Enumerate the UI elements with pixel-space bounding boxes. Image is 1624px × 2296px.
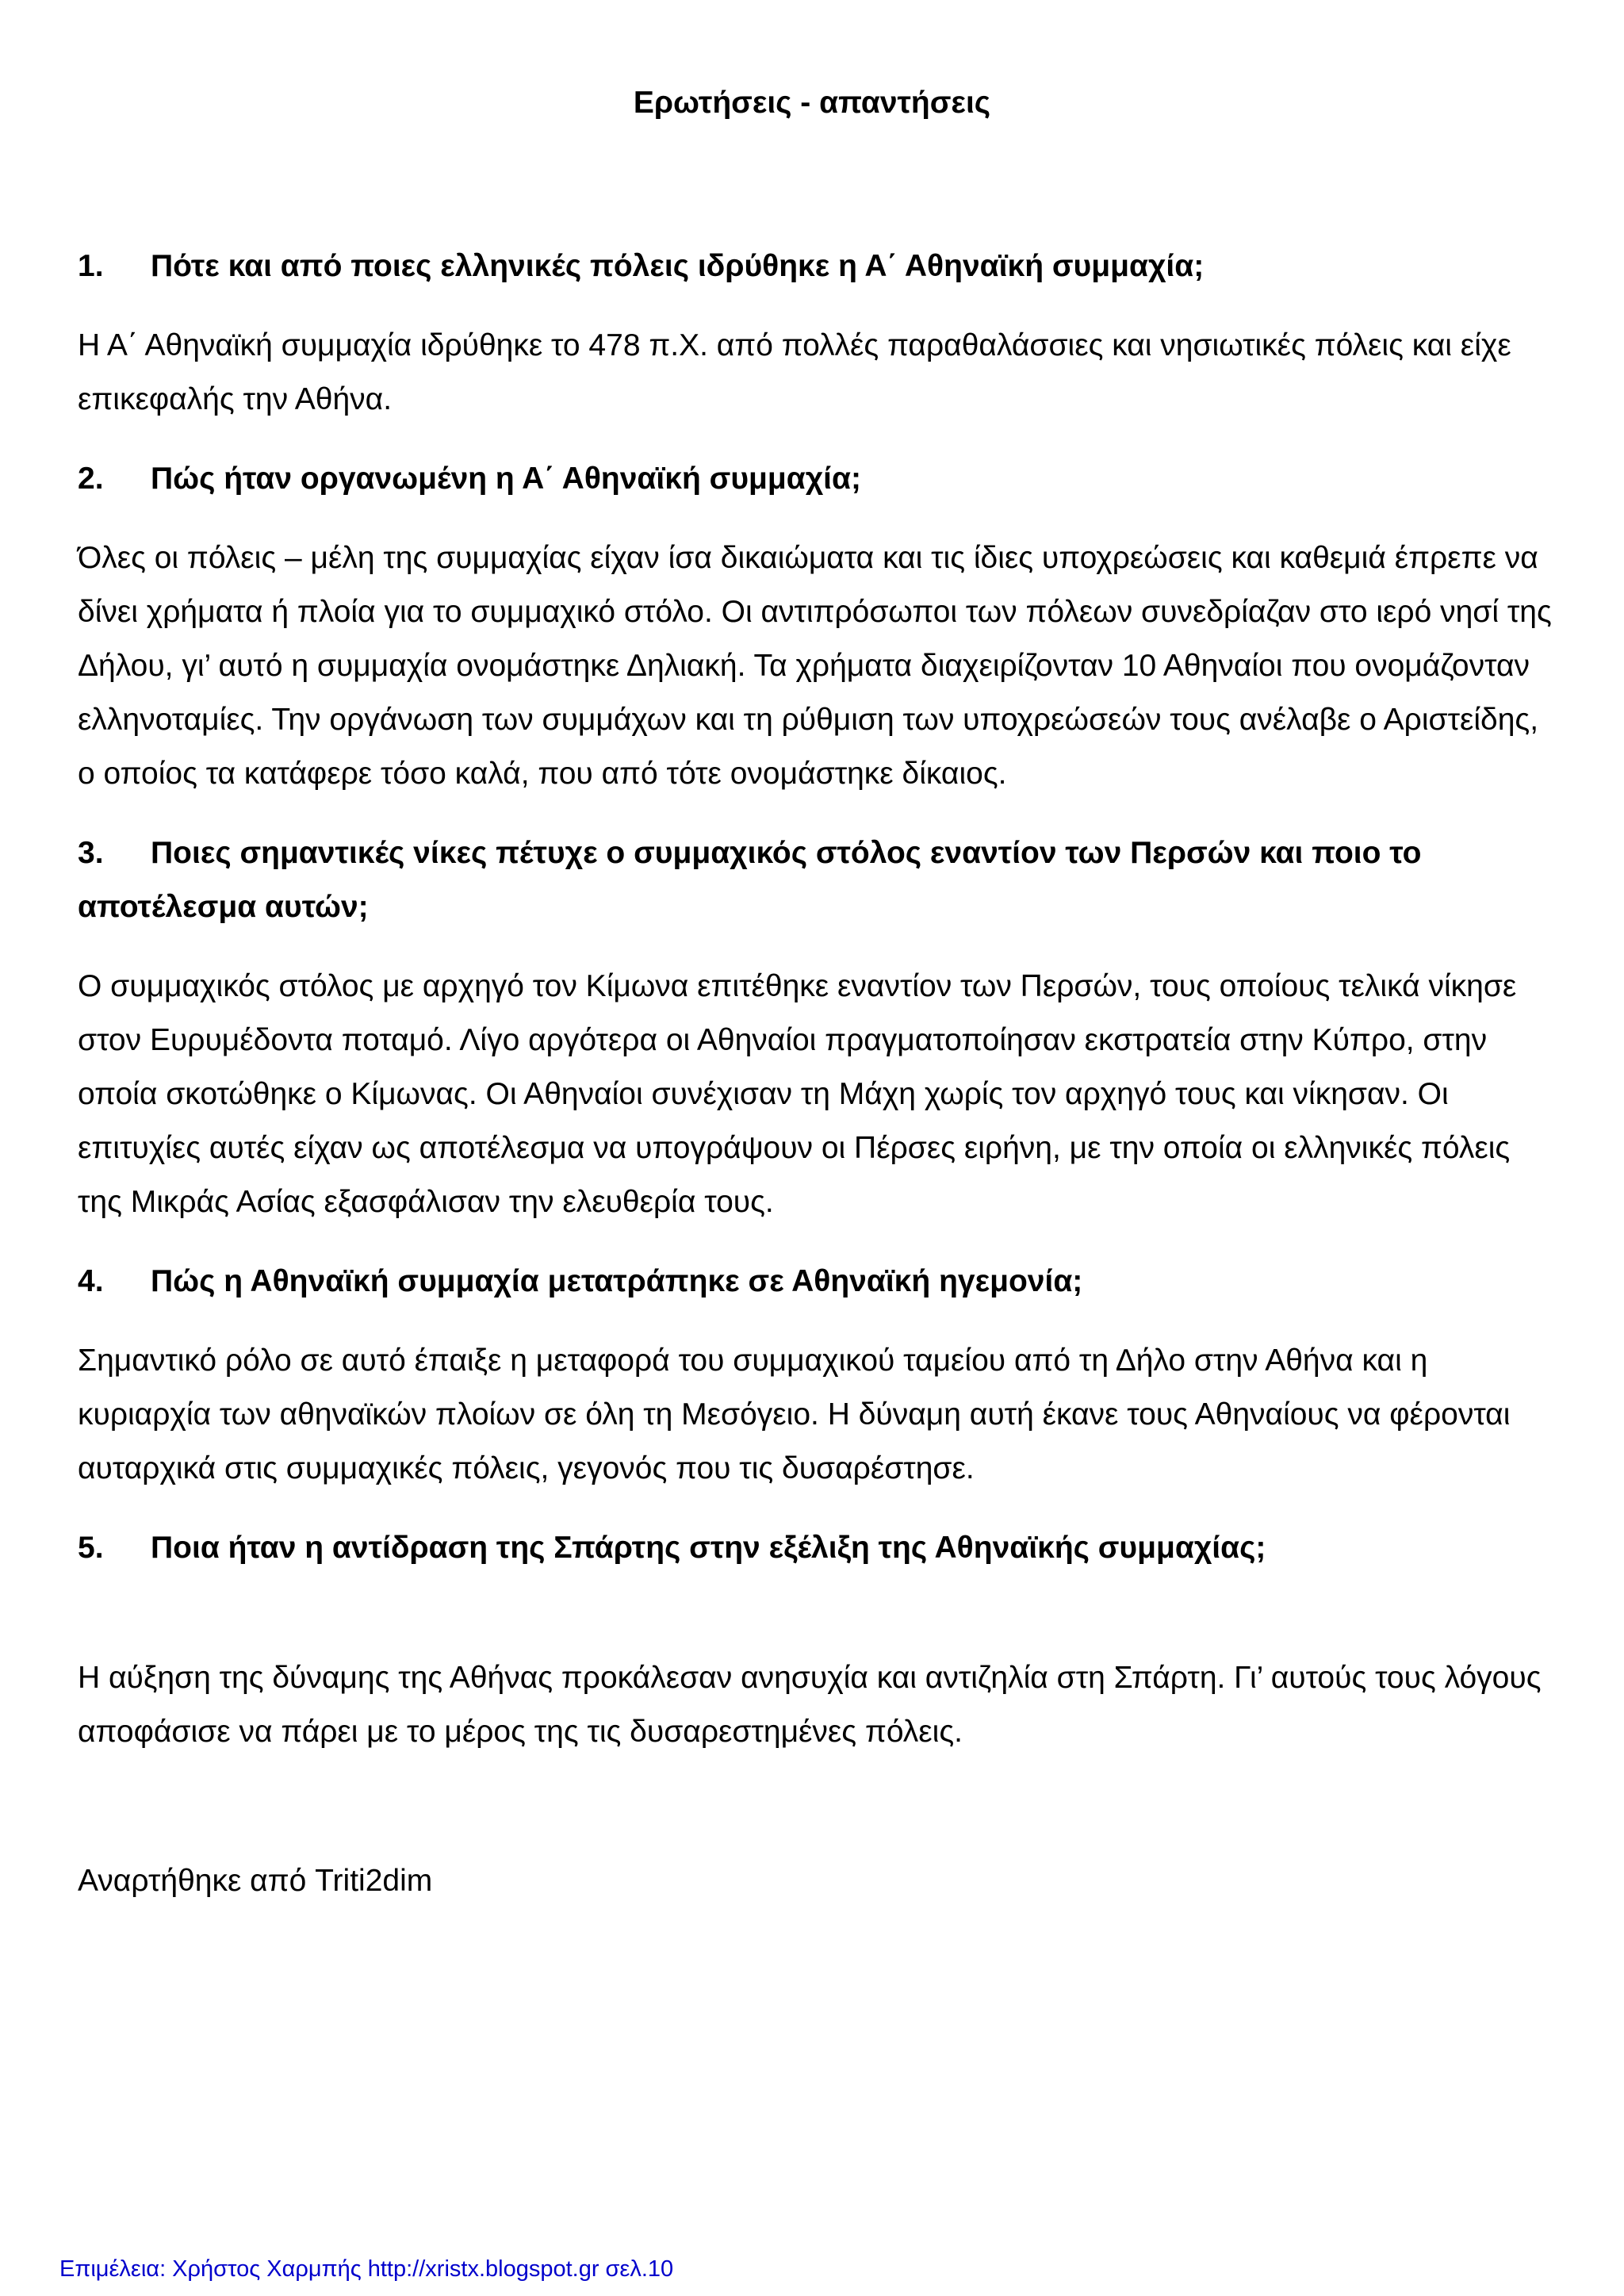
question-3 — [78, 826, 1553, 934]
question-text: Πώς ήταν οργανωμένη η Α΄ Αθηναϊκή συμμαχία; — [151, 462, 861, 496]
question-number: 1. — [78, 249, 104, 283]
question-number: 2. — [78, 462, 104, 496]
document-body — [78, 240, 1553, 1908]
question-5 — [78, 1521, 1553, 1575]
answer-3: Ο συμμαχικός στόλος με αρχηγό τον Κίμωνα επιτέθηκε εναντίον των Περσών, τους οποίους τελικά νίκησε στον Ευρυμέδοντα ποταμό. Λίγο αργότερα οι Αθηναίοι πραγματοποίησαν εκστρατεία στην Κύπρο, στην οποία σκοτώθηκε ο Κίμωνας. Οι Αθηναίοι συνέχισαν τη Μάχη χωρίς τον αρχηγό τους και νίκησαν. Οι επιτυχίες αυτές είχαν ως αποτέλεσμα να υπογράψουν οι Πέρσες ειρήνη, με την οποία οι ελληνικές πόλεις της Μικράς Ασίας εξασφάλισαν την ελευθερία τους. — [78, 969, 1517, 1219]
answer-1: Η Α΄ Αθηναϊκή συμμαχία ιδρύθηκε το 478 π.Χ. από πολλές παραθαλάσσιες και νησιωτικές πόλεις και είχε επικεφαλής την Αθήνα. — [78, 328, 1511, 416]
question-text: Πότε και από ποιες ελληνικές πόλεις ιδρύθηκε η Α΄ Αθηναϊκή συμμαχία; — [151, 249, 1205, 283]
posted-by: Αναρτήθηκε από Triti2dim — [78, 1864, 433, 1898]
question-text: Ποια ήταν η αντίδραση της Σπάρτης στην εξέλιξη της Αθηναϊκής συμμαχίας; — [151, 1531, 1266, 1565]
answer-2: Όλες οι πόλεις – μέλη της συμμαχίας είχαν ίσα δικαιώματα και τις ίδιες υποχρεώσεις και καθεμιά έπρεπε να δίνει χρήματα ή πλοία για το συμμαχικό στόλο. Οι αντιπρόσωποι των πόλεων συνεδρίαζαν στο ιερό νησί της Δήλου, γι’ αυτό η συμμαχία ονομάστηκε Δηλιακή. Τα χρήματα διαχειρίζονταν 10 Αθηναίοι που ονομάζονταν ελληνοταμίες. Την οργάνωση των συμμάχων και τη ρύθμιση των υποχρεώσεών τους ανέλαβε ο Αριστείδης, ο οποίος τα κατάφερε τόσο καλά, που από τότε ονομάστηκε δίκαιος. — [78, 541, 1552, 791]
question-4 — [78, 1255, 1553, 1309]
page-footer: Επιμέλεια: Χρήστος Χαρμπής http://xristx.blogspot.gr σελ.10 — [59, 2256, 674, 2282]
question-number: 5. — [78, 1531, 104, 1565]
question-2 — [78, 452, 1553, 506]
page-title: Ερωτήσεις - απαντήσεις — [633, 86, 991, 120]
question-number: 4. — [78, 1264, 104, 1298]
question-number: 3. — [78, 836, 104, 870]
answer-5: Η αύξηση της δύναμης της Αθήνας προκάλεσαν ανησυχία και αντιζηλία στη Σπάρτη. Γι’ αυτούς τους λόγους αποφάσισε να πάρει με το μέρος της τις δυσαρεστημένες πόλεις. — [78, 1661, 1542, 1749]
question-text: Πώς η Αθηναϊκή συμμαχία μετατράπηκε σε Αθηναϊκή ηγεμονία; — [151, 1264, 1083, 1298]
answer-4: Σημαντικό ρόλο σε αυτό έπαιξε η μεταφορά του συμμαχικού ταμείου από τη Δήλο στην Αθήνα και η κυριαρχία των αθηναϊκών πλοίων σε όλη τη Μεσόγειο. Η δύναμη αυτή έκανε τους Αθηναίους να φέρονται αυταρχικά στις συμμαχικές πόλεις, γεγονός που τις δυσαρέστησε. — [78, 1343, 1511, 1485]
question-1 — [78, 240, 1553, 293]
question-text: Ποιες σημαντικές νίκες πέτυχε ο συμμαχικός στόλος εναντίον των Περσών και ποιο το αποτέλεσμα αυτών; — [78, 836, 1422, 924]
